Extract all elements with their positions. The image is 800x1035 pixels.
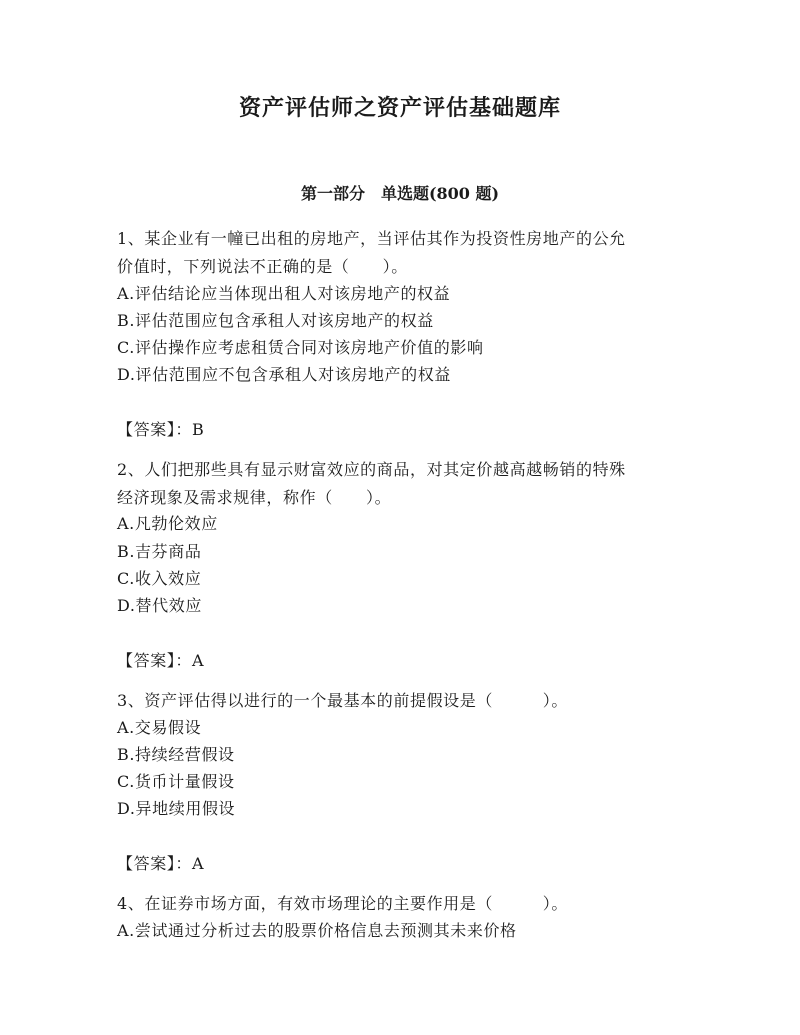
question-stem-line: 价值时，下列说法不正确的是（ ）。 <box>117 257 408 276</box>
section-heading: 第一部分 单选题(800 题) <box>300 184 500 203</box>
option-b: B.评估范围应包含承租人对该房地产的权益 <box>117 311 434 330</box>
question-stem-line: 3、资产评估得以进行的一个最基本的前提假设是（ ）。 <box>117 691 568 710</box>
answer-value: A <box>192 854 205 873</box>
answer-line <box>117 853 204 875</box>
option-a: A.尝试通过分析过去的股票价格信息去预测其未来价格 <box>117 921 517 940</box>
option-d: D.替代效应 <box>117 596 202 615</box>
answer-value: B <box>192 420 205 439</box>
question-stem-line: 2、人们把那些具有显示财富效应的商品，对其定价越高越畅销的特殊 <box>117 460 626 479</box>
option-c: C.收入效应 <box>117 569 202 588</box>
answer-line <box>117 650 204 672</box>
option-c: C.评估操作应考虑租赁合同对该房地产价值的影响 <box>117 338 484 357</box>
answer-label: 【答案】： <box>117 420 193 439</box>
option-a: A.交易假设 <box>117 718 202 737</box>
question-stem-line: 1、某企业有一幢已出租的房地产，当评估其作为投资性房地产的公允 <box>117 229 626 248</box>
answer-line <box>117 419 204 441</box>
question-stem-line: 经济现象及需求规律，称作（ ）。 <box>117 488 392 507</box>
answer-label: 【答案】： <box>117 651 193 670</box>
option-a: A.评估结论应当体现出租人对该房地产的权益 <box>117 284 451 303</box>
option-d: D.评估范围应不包含承租人对该房地产的权益 <box>117 365 451 384</box>
option-b: B.吉芬商品 <box>117 542 202 561</box>
option-d: D.异地续用假设 <box>117 799 236 818</box>
option-a: A.凡勃伦效应 <box>117 514 218 533</box>
question-stem-line: 4、在证券市场方面，有效市场理论的主要作用是（ ）。 <box>117 894 568 913</box>
answer-label: 【答案】： <box>117 854 193 873</box>
answer-value: A <box>192 651 205 670</box>
option-b: B.持续经营假设 <box>117 745 235 764</box>
option-c: C.货币计量假设 <box>117 772 235 791</box>
document-title: 资产评估师之资产评估基础题库 <box>238 95 561 121</box>
